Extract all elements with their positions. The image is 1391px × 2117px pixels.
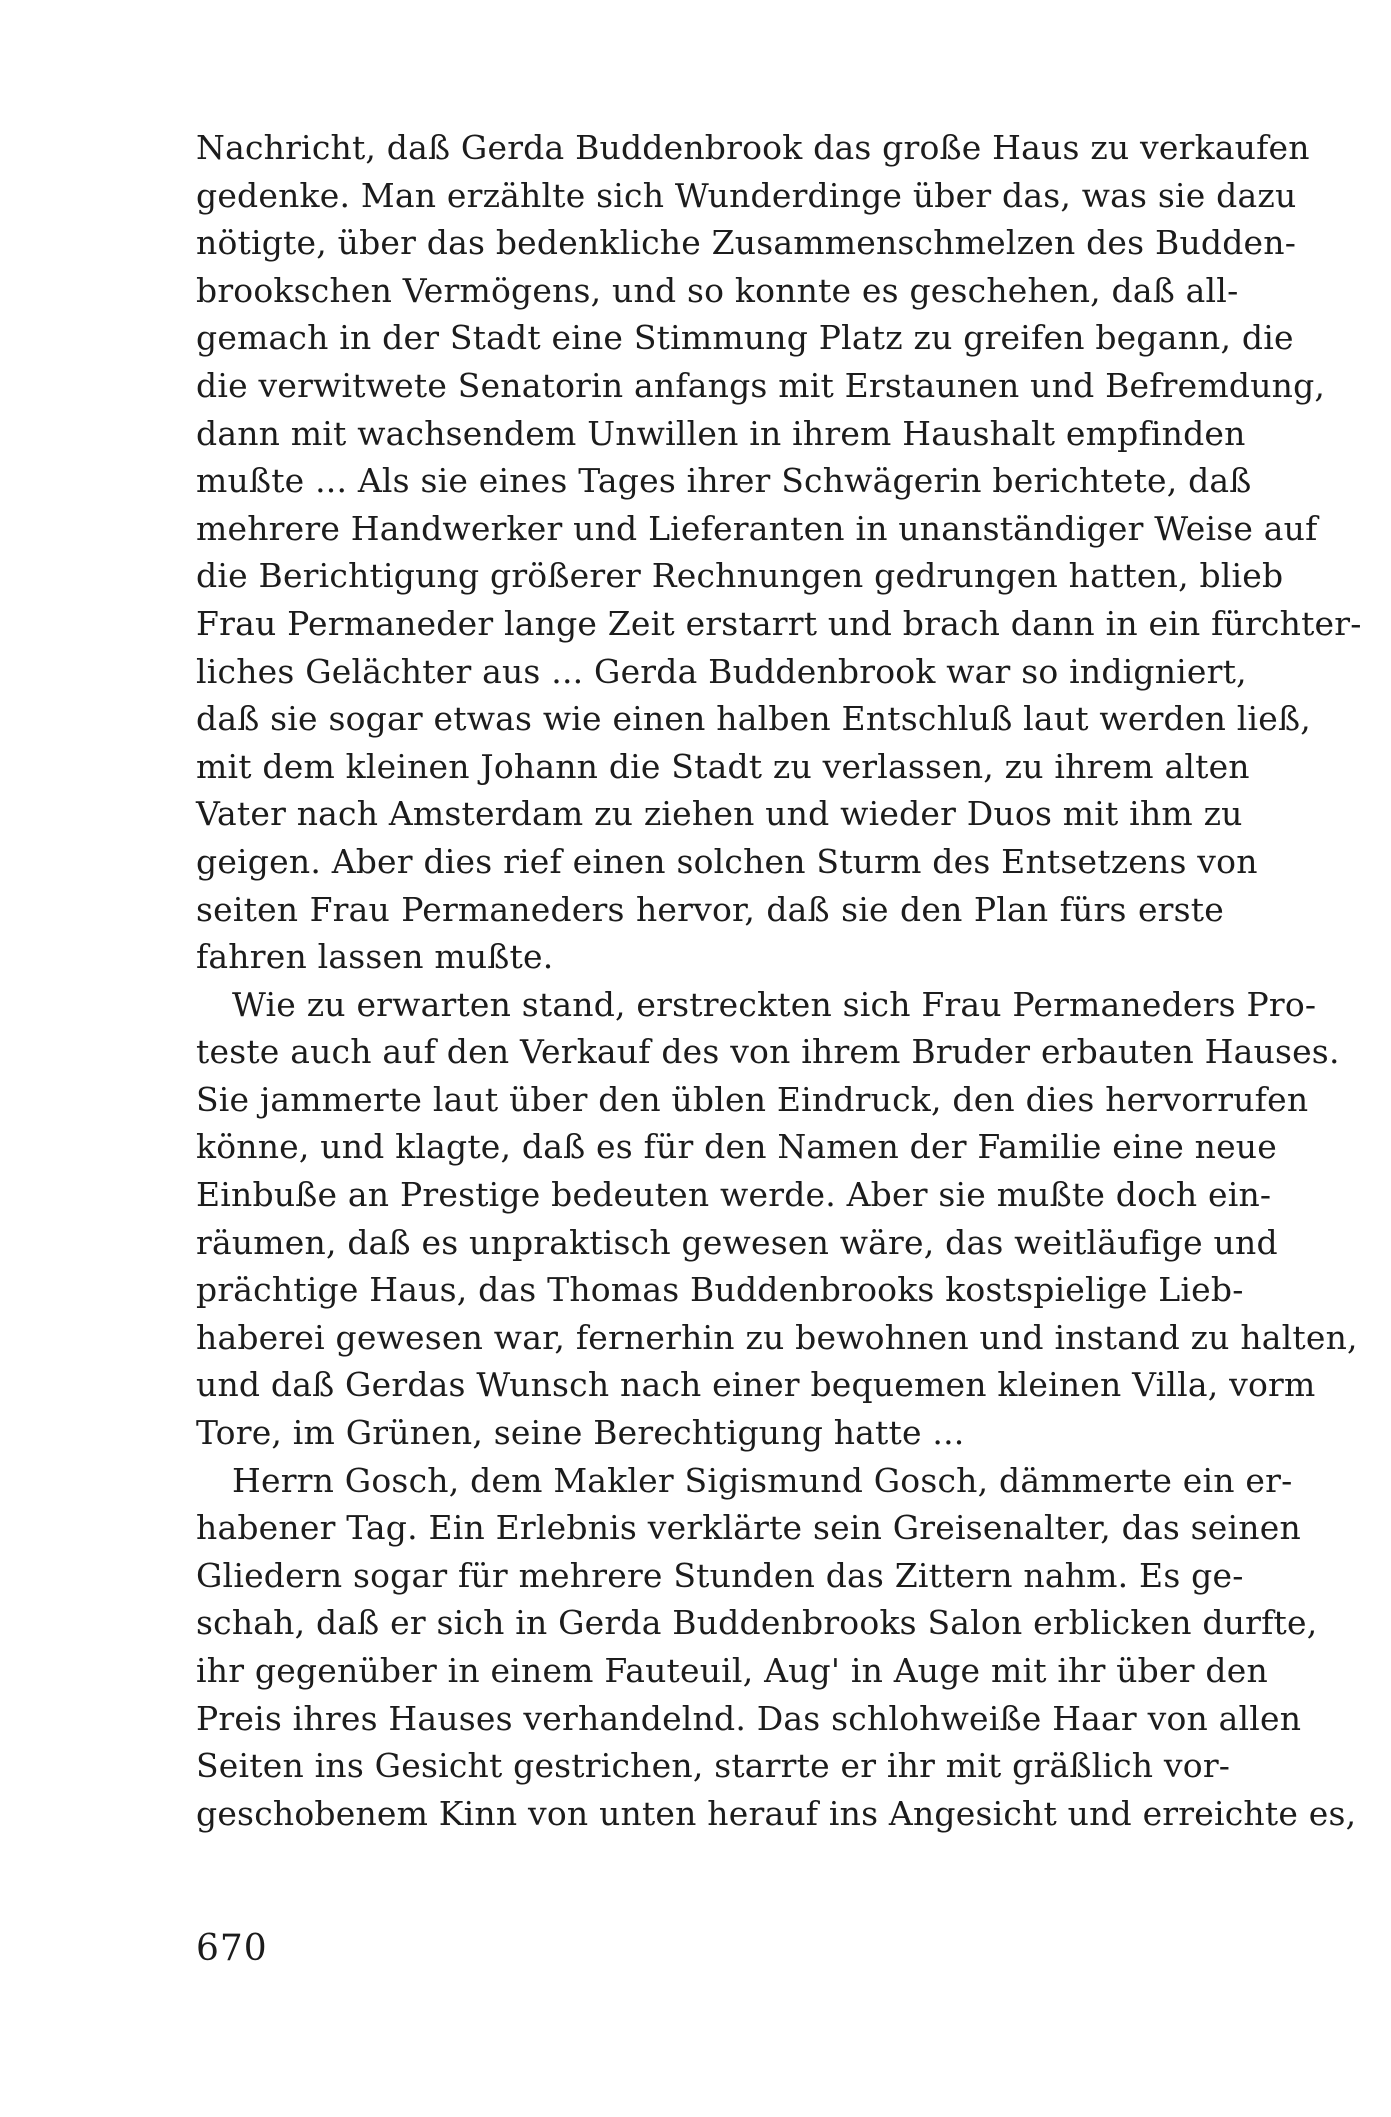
text-line: Tore, im Grünen, seine Berechtigung hatte ... <box>196 1413 965 1453</box>
text-line: Gliedern sogar für mehrere Stunden das Zittern nahm. Es ge- <box>196 1555 1244 1595</box>
text-line: Frau Permaneder lange Zeit erstarrt und brach dann in ein fürchter- <box>196 603 1362 643</box>
text-line: geigen. Aber dies rief einen solchen Sturm des Entsetzens von <box>196 841 1258 881</box>
text-line: mehrere Handwerker und Lieferanten in unanständiger Weise auf <box>196 508 1318 548</box>
text-line: seiten Frau Permaneders hervor, daß sie den Plan fürs erste <box>196 889 1224 929</box>
text-line: habener Tag. Ein Erlebnis verklärte sein Greisenalter, das seinen <box>196 1508 1301 1548</box>
text-line: räumen, daß es unpraktisch gewesen wäre, das weitläufige und <box>196 1222 1278 1262</box>
paragraph <box>196 981 1358 1457</box>
text-line: nötigte, über das bedenkliche Zusammenschmelzen des Budden- <box>196 223 1297 263</box>
text-line: dann mit wachsendem Unwillen in ihrem Haushalt empfinden <box>196 413 1246 453</box>
text-line: brookschen Vermögens, und so konnte es geschehen, daß all- <box>196 270 1239 310</box>
text-line: fahren lassen mußte. <box>196 937 554 977</box>
text-line: und daß Gerdas Wunsch nach einer bequemen kleinen Villa, vorm <box>196 1365 1316 1405</box>
page-body-text <box>196 124 1362 1837</box>
text-line: teste auch auf den Verkauf des von ihrem Bruder erbauten Hauses. <box>196 1032 1340 1072</box>
text-line: geschobenem Kinn von unten herauf ins Angesicht und erreichte es, <box>196 1793 1357 1833</box>
text-line: mußte ... Als sie eines Tages ihrer Schwägerin berichtete, daß <box>196 461 1252 501</box>
text-line: gedenke. Man erzählte sich Wunderdinge über das, was sie dazu <box>196 175 1297 215</box>
text-line: Preis ihres Hauses verhandelnd. Das schlohweiße Haar von allen <box>196 1698 1302 1738</box>
text-line: die verwitwete Senatorin anfangs mit Erstaunen und Befremdung, <box>196 365 1326 405</box>
text-line: Wie zu erwarten stand, erstreckten sich Frau Permaneders Pro- <box>232 984 1317 1024</box>
text-line: liches Gelächter aus ... Gerda Buddenbrook war so indigniert, <box>196 651 1247 691</box>
text-line: Nachricht, daß Gerda Buddenbrook das große Haus zu verkaufen <box>196 128 1310 167</box>
text-line: Seiten ins Gesicht gestrichen, starrte er ihr mit gräßlich vor- <box>196 1746 1231 1786</box>
text-line: prächtige Haus, das Thomas Buddenbrooks kostspielige Lieb- <box>196 1270 1244 1310</box>
text-line: Herrn Gosch, dem Makler Sigismund Gosch, dämmerte ein er- <box>232 1460 1293 1500</box>
text-line: ihr gegenüber in einem Fauteuil, Aug' in Auge mit ihr über den <box>196 1651 1268 1690</box>
text-line: daß sie sogar etwas wie einen halben Entschluß laut werden ließ, <box>196 699 1311 739</box>
text-line: mit dem kleinen Johann die Stadt zu verlassen, zu ihrem alten <box>196 746 1250 786</box>
page-number: 670 <box>196 1928 268 1969</box>
text-line: könne, und klagte, daß es für den Namen der Familie eine neue <box>196 1127 1277 1167</box>
text-line: schah, daß er sich in Gerda Buddenbrooks Salon erblicken durfte, <box>196 1603 1318 1643</box>
text-line: die Berichtigung größerer Rechnungen gedrungen hatten, blieb <box>196 556 1284 596</box>
paragraph <box>196 1457 1357 1838</box>
text-line: Vater nach Amsterdam zu ziehen und wieder Duos mit ihm zu <box>196 794 1243 834</box>
text-line: gemach in der Stadt eine Stimmung Platz zu greifen begann, die <box>196 318 1294 358</box>
text-line: Sie jammerte laut über den üblen Eindruck, den dies hervorrufen <box>196 1079 1309 1119</box>
paragraph <box>196 124 1362 981</box>
text-line: haberei gewesen war, fernerhin zu bewohnen und instand zu halten, <box>196 1317 1358 1357</box>
text-line: Einbuße an Prestige bedeuten werde. Aber sie mußte doch ein- <box>196 1175 1272 1215</box>
